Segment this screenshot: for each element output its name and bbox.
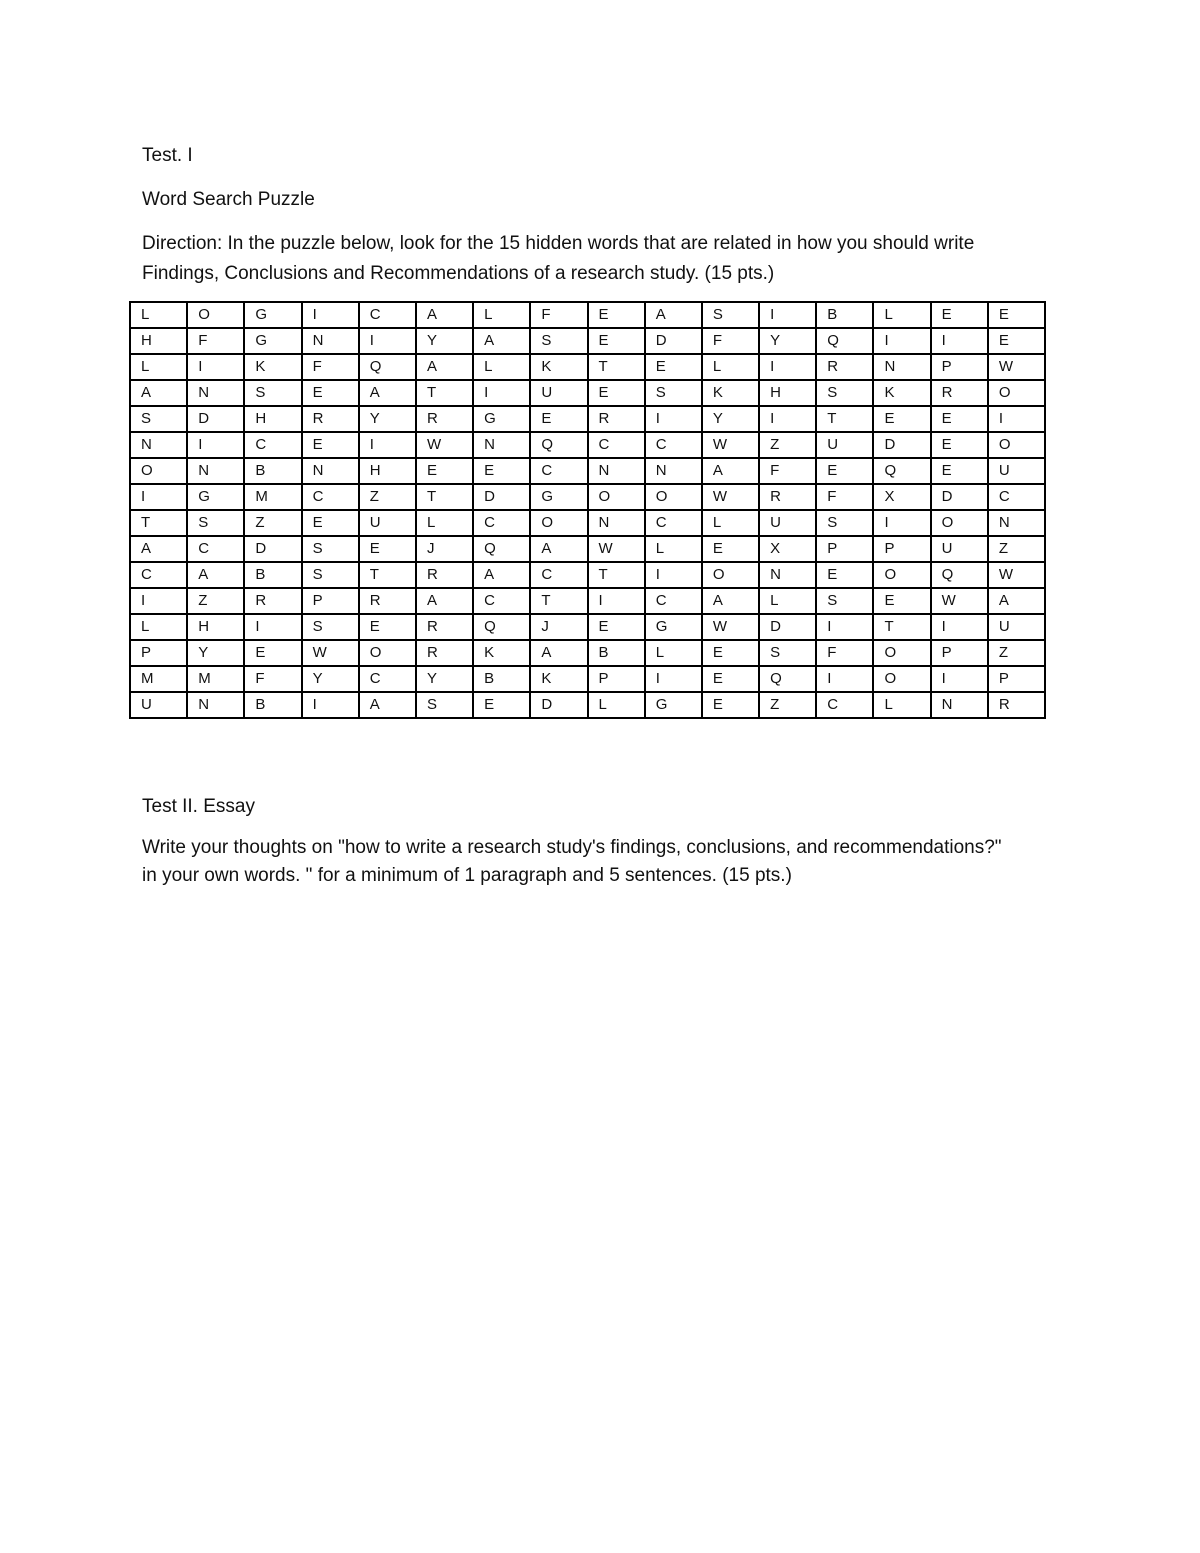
grid-cell: S (702, 302, 759, 328)
grid-cell: S (302, 614, 359, 640)
grid-cell: I (588, 588, 645, 614)
grid-cell: Y (302, 666, 359, 692)
grid-cell: C (130, 562, 187, 588)
grid-cell: K (873, 380, 930, 406)
grid-cell: K (530, 666, 587, 692)
grid-cell: I (873, 510, 930, 536)
grid-cell: I (130, 588, 187, 614)
grid-cell: F (702, 328, 759, 354)
grid-cell: A (130, 536, 187, 562)
grid-cell: I (244, 614, 301, 640)
grid-cell: O (187, 302, 244, 328)
grid-cell: T (530, 588, 587, 614)
grid-cell: F (759, 458, 816, 484)
grid-cell: U (130, 692, 187, 718)
grid-cell: S (187, 510, 244, 536)
grid-cell: P (302, 588, 359, 614)
grid-cell: B (816, 302, 873, 328)
grid-cell: H (359, 458, 416, 484)
grid-cell: D (931, 484, 988, 510)
grid-cell: Z (359, 484, 416, 510)
grid-cell: E (816, 458, 873, 484)
grid-cell: E (359, 614, 416, 640)
grid-row (130, 354, 1045, 380)
grid-cell: Z (988, 640, 1045, 666)
grid-cell: R (988, 692, 1045, 718)
grid-cell: S (645, 380, 702, 406)
grid-cell: O (873, 640, 930, 666)
grid-row (130, 666, 1045, 692)
grid-cell: T (588, 562, 645, 588)
grid-cell: I (130, 484, 187, 510)
grid-cell: C (302, 484, 359, 510)
grid-cell: G (530, 484, 587, 510)
grid-cell: Q (473, 614, 530, 640)
grid-cell: N (873, 354, 930, 380)
grid-row (130, 432, 1045, 458)
grid-cell: E (931, 302, 988, 328)
grid-cell: W (988, 354, 1045, 380)
grid-cell: L (130, 614, 187, 640)
grid-cell: H (187, 614, 244, 640)
grid-cell: D (187, 406, 244, 432)
grid-cell: Q (816, 328, 873, 354)
grid-cell: T (873, 614, 930, 640)
grid-cell: L (873, 302, 930, 328)
grid-cell: W (702, 614, 759, 640)
grid-cell: O (988, 380, 1045, 406)
grid-cell: O (359, 640, 416, 666)
grid-cell: L (588, 692, 645, 718)
grid-cell: A (702, 458, 759, 484)
grid-cell: E (931, 406, 988, 432)
grid-cell: E (988, 328, 1045, 354)
grid-cell: N (588, 510, 645, 536)
grid-cell: A (416, 302, 473, 328)
grid-cell: N (588, 458, 645, 484)
test1-title: Test. I (142, 145, 193, 166)
grid-cell: G (645, 692, 702, 718)
grid-row (130, 458, 1045, 484)
grid-cell: I (645, 406, 702, 432)
grid-cell: U (759, 510, 816, 536)
grid-cell: P (588, 666, 645, 692)
grid-cell: I (931, 666, 988, 692)
grid-cell: I (645, 666, 702, 692)
grid-cell: A (473, 328, 530, 354)
direction-text-line-2: Findings, Conclusions and Recommendations of a research study. (15 pts.) (142, 263, 775, 284)
grid-cell: D (645, 328, 702, 354)
grid-cell: O (702, 562, 759, 588)
grid-cell: L (873, 692, 930, 718)
grid-cell: M (244, 484, 301, 510)
grid-cell: I (187, 354, 244, 380)
grid-cell: B (244, 692, 301, 718)
grid-cell: E (988, 302, 1045, 328)
grid-cell: Z (988, 536, 1045, 562)
grid-cell: U (988, 614, 1045, 640)
grid-row (130, 406, 1045, 432)
grid-cell: Z (244, 510, 301, 536)
grid-cell: E (816, 562, 873, 588)
grid-cell: A (530, 640, 587, 666)
grid-cell: O (530, 510, 587, 536)
grid-cell: E (931, 458, 988, 484)
grid-cell: M (187, 666, 244, 692)
grid-cell: L (645, 536, 702, 562)
grid-cell: I (931, 614, 988, 640)
grid-cell: E (702, 692, 759, 718)
grid-cell: N (645, 458, 702, 484)
grid-cell: W (702, 484, 759, 510)
grid-row (130, 640, 1045, 666)
grid-row (130, 562, 1045, 588)
grid-cell: T (416, 380, 473, 406)
grid-cell: X (873, 484, 930, 510)
grid-cell: C (244, 432, 301, 458)
grid-cell: I (988, 406, 1045, 432)
grid-cell: R (416, 614, 473, 640)
grid-cell: R (416, 640, 473, 666)
grid-cell: N (931, 692, 988, 718)
grid-cell: E (702, 640, 759, 666)
grid-cell: E (588, 614, 645, 640)
grid-cell: E (473, 458, 530, 484)
grid-cell: G (645, 614, 702, 640)
grid-cell: I (187, 432, 244, 458)
grid-cell: F (244, 666, 301, 692)
grid-cell: C (988, 484, 1045, 510)
grid-cell: I (816, 666, 873, 692)
grid-cell: N (187, 458, 244, 484)
grid-cell: G (244, 328, 301, 354)
grid-cell: C (816, 692, 873, 718)
grid-cell: I (759, 354, 816, 380)
grid-cell: A (359, 692, 416, 718)
grid-cell: E (473, 692, 530, 718)
grid-cell: D (473, 484, 530, 510)
grid-cell: O (130, 458, 187, 484)
grid-cell: I (759, 302, 816, 328)
grid-cell: F (816, 484, 873, 510)
grid-cell: K (530, 354, 587, 380)
grid-cell: E (588, 380, 645, 406)
essay-instruction-line-1: Write your thoughts on "how to write a research study's findings, conclusions, and recommendations?" (142, 837, 1002, 858)
grid-row (130, 692, 1045, 718)
grid-cell: Q (759, 666, 816, 692)
grid-cell: F (816, 640, 873, 666)
grid-cell: K (244, 354, 301, 380)
grid-cell: I (473, 380, 530, 406)
grid-cell: N (302, 328, 359, 354)
grid-cell: L (702, 354, 759, 380)
grid-cell: G (187, 484, 244, 510)
grid-cell: O (988, 432, 1045, 458)
grid-cell: R (588, 406, 645, 432)
grid-cell: B (588, 640, 645, 666)
grid-cell: C (645, 432, 702, 458)
direction-text-line-1: Direction: In the puzzle below, look for the 15 hidden words that are related in how you should write (142, 233, 975, 254)
grid-cell: R (931, 380, 988, 406)
grid-cell: D (873, 432, 930, 458)
grid-cell: A (702, 588, 759, 614)
grid-cell: E (645, 354, 702, 380)
grid-row (130, 536, 1045, 562)
grid-cell: L (645, 640, 702, 666)
grid-row (130, 588, 1045, 614)
grid-cell: I (359, 432, 416, 458)
grid-cell: K (702, 380, 759, 406)
grid-cell: E (588, 302, 645, 328)
grid-cell: K (473, 640, 530, 666)
grid-cell: O (588, 484, 645, 510)
grid-cell: B (244, 562, 301, 588)
grid-cell: R (302, 406, 359, 432)
grid-cell: E (702, 666, 759, 692)
grid-cell: N (302, 458, 359, 484)
grid-cell: R (244, 588, 301, 614)
grid-cell: R (416, 562, 473, 588)
grid-cell: R (359, 588, 416, 614)
grid-cell: W (588, 536, 645, 562)
grid-cell: I (302, 692, 359, 718)
grid-cell: T (816, 406, 873, 432)
grid-cell: P (931, 354, 988, 380)
grid-cell: B (244, 458, 301, 484)
grid-cell: Z (759, 432, 816, 458)
grid-cell: U (988, 458, 1045, 484)
grid-cell: C (530, 562, 587, 588)
grid-cell: F (302, 354, 359, 380)
grid-cell: C (473, 510, 530, 536)
grid-cell: Q (530, 432, 587, 458)
grid-cell: N (130, 432, 187, 458)
grid-cell: O (931, 510, 988, 536)
grid-cell: S (816, 510, 873, 536)
grid-cell: L (473, 354, 530, 380)
grid-cell: C (588, 432, 645, 458)
grid-cell: E (302, 380, 359, 406)
grid-cell: S (816, 588, 873, 614)
grid-cell: J (530, 614, 587, 640)
grid-cell: A (416, 354, 473, 380)
grid-cell: E (302, 432, 359, 458)
grid-cell: A (645, 302, 702, 328)
grid-cell: N (187, 380, 244, 406)
grid-row (130, 328, 1045, 354)
grid-cell: S (416, 692, 473, 718)
grid-cell: E (530, 406, 587, 432)
grid-cell: Y (702, 406, 759, 432)
grid-cell: U (359, 510, 416, 536)
word-search-grid (129, 301, 1046, 719)
grid-cell: P (873, 536, 930, 562)
grid-cell: W (302, 640, 359, 666)
grid-cell: F (187, 328, 244, 354)
grid-cell: B (473, 666, 530, 692)
grid-cell: U (816, 432, 873, 458)
grid-cell: E (359, 536, 416, 562)
puzzle-title: Word Search Puzzle (142, 189, 315, 210)
grid-cell: N (473, 432, 530, 458)
grid-cell: U (931, 536, 988, 562)
grid-cell: E (416, 458, 473, 484)
grid-cell: E (588, 328, 645, 354)
grid-cell: S (816, 380, 873, 406)
grid-cell: R (816, 354, 873, 380)
grid-cell: A (130, 380, 187, 406)
grid-cell: U (530, 380, 587, 406)
grid-cell: P (816, 536, 873, 562)
grid-cell: L (759, 588, 816, 614)
grid-cell: I (302, 302, 359, 328)
grid-cell: Q (473, 536, 530, 562)
grid-cell: C (530, 458, 587, 484)
grid-cell: X (759, 536, 816, 562)
grid-cell: M (130, 666, 187, 692)
grid-cell: G (473, 406, 530, 432)
grid-row (130, 380, 1045, 406)
grid-cell: W (416, 432, 473, 458)
grid-cell: L (130, 302, 187, 328)
grid-cell: P (988, 666, 1045, 692)
grid-cell: T (588, 354, 645, 380)
grid-cell: O (873, 666, 930, 692)
grid-cell: I (359, 328, 416, 354)
grid-cell: D (759, 614, 816, 640)
grid-cell: P (130, 640, 187, 666)
grid-cell: Y (416, 666, 473, 692)
grid-cell: S (130, 406, 187, 432)
grid-cell: N (759, 562, 816, 588)
grid-row (130, 510, 1045, 536)
grid-cell: Q (931, 562, 988, 588)
grid-cell: S (244, 380, 301, 406)
grid-cell: Y (187, 640, 244, 666)
grid-cell: I (873, 328, 930, 354)
grid-cell: R (759, 484, 816, 510)
grid-cell: E (302, 510, 359, 536)
grid-cell: H (244, 406, 301, 432)
grid-cell: A (988, 588, 1045, 614)
grid-cell: T (130, 510, 187, 536)
grid-cell: W (702, 432, 759, 458)
grid-row (130, 302, 1045, 328)
grid-cell: T (416, 484, 473, 510)
grid-cell: C (645, 588, 702, 614)
grid-cell: E (702, 536, 759, 562)
essay-instruction-line-2: in your own words. " for a minimum of 1 paragraph and 5 sentences. (15 pts.) (142, 865, 792, 886)
grid-cell: D (244, 536, 301, 562)
grid-cell: Z (187, 588, 244, 614)
grid-cell: A (359, 380, 416, 406)
grid-cell: E (873, 588, 930, 614)
grid-cell: A (416, 588, 473, 614)
grid-cell: H (759, 380, 816, 406)
grid-cell: L (416, 510, 473, 536)
grid-cell: Z (759, 692, 816, 718)
grid-cell: C (359, 302, 416, 328)
grid-cell: N (988, 510, 1045, 536)
grid-cell: Y (416, 328, 473, 354)
grid-cell: J (416, 536, 473, 562)
grid-cell: Q (359, 354, 416, 380)
grid-cell: C (359, 666, 416, 692)
grid-cell: L (702, 510, 759, 536)
grid-cell: Y (759, 328, 816, 354)
grid-cell: S (759, 640, 816, 666)
grid-cell: D (530, 692, 587, 718)
grid-cell: A (530, 536, 587, 562)
grid-cell: C (473, 588, 530, 614)
grid-cell: H (130, 328, 187, 354)
grid-row (130, 484, 1045, 510)
grid-cell: I (931, 328, 988, 354)
grid-cell: Y (359, 406, 416, 432)
grid-cell: S (302, 536, 359, 562)
grid-cell: P (931, 640, 988, 666)
grid-cell: W (931, 588, 988, 614)
grid-cell: Q (873, 458, 930, 484)
grid-cell: T (359, 562, 416, 588)
grid-cell: I (816, 614, 873, 640)
grid-cell: A (473, 562, 530, 588)
grid-cell: S (530, 328, 587, 354)
grid-cell: N (187, 692, 244, 718)
grid-cell: E (873, 406, 930, 432)
grid-cell: G (244, 302, 301, 328)
grid-cell: A (187, 562, 244, 588)
grid-cell: L (473, 302, 530, 328)
grid-cell: S (302, 562, 359, 588)
grid-cell: C (645, 510, 702, 536)
grid-cell: I (645, 562, 702, 588)
grid-cell: I (759, 406, 816, 432)
grid-cell: R (416, 406, 473, 432)
grid-row (130, 614, 1045, 640)
grid-cell: L (130, 354, 187, 380)
grid-cell: C (187, 536, 244, 562)
grid-cell: F (530, 302, 587, 328)
grid-cell: E (244, 640, 301, 666)
grid-cell: W (988, 562, 1045, 588)
grid-cell: O (873, 562, 930, 588)
grid-cell: E (931, 432, 988, 458)
grid-cell: O (645, 484, 702, 510)
test2-title: Test II. Essay (142, 796, 255, 817)
